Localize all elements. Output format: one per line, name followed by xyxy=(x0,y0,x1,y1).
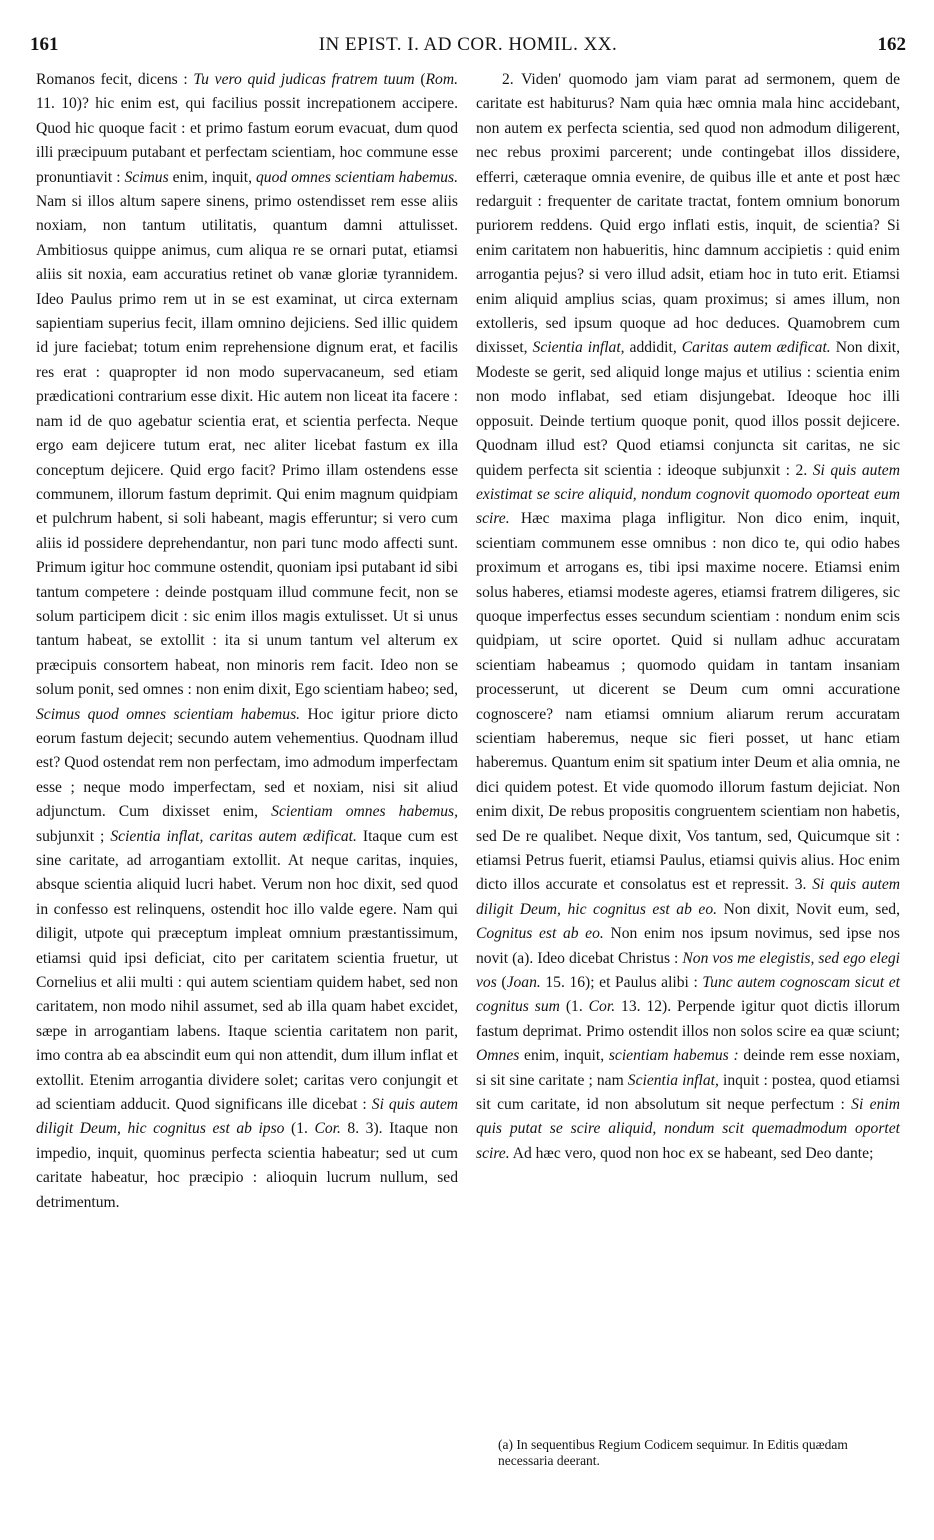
italic-text-segment: Non vos me elegistis, sed ego elegi vos xyxy=(476,949,900,992)
italic-text-segment: Omnes xyxy=(476,1047,520,1065)
text-segment: Ad hæc vero, quod non hoc ex se habeant, sed Deo dante; xyxy=(509,1144,874,1162)
text-segment: ( xyxy=(496,974,507,992)
text-segment: addidit, xyxy=(624,339,682,357)
italic-text-segment: Scientia inflat, xyxy=(532,339,625,357)
page-number-right: 162 xyxy=(877,34,906,55)
text-segment: Non enim nos ipsum novimus, sed ipse nos novit (a). Ideo dicebat Christus : xyxy=(476,925,900,967)
italic-text-segment: Scientia inflat, caritas autem ædificat. xyxy=(110,827,357,845)
italic-text-segment: Cognitus est ab eo. xyxy=(476,925,604,943)
right-column-text xyxy=(476,68,900,1166)
footnote: (a) In sequentibus Regium Codicem sequimur. In Editis quædam necessaria deerant. xyxy=(498,1437,848,1468)
text-segment: Non dixit, Modeste se gerit, sed aliquid longe majus et utilius : scientia enim non modo inflabat, sed etiam disjungebat. Ideoque hoc illi opposuit. Deinde tertium quoque ponit, quod illos possit dejicere. Quodnam illud est? Quod etiamsi conjuncta sit caritas, ne sic quidem perfecta sit scientia : ideoque subjunxit : 2. xyxy=(476,339,901,479)
text-segment: enim, inquit, xyxy=(168,168,256,186)
italic-text-segment: Scientia inflat, xyxy=(627,1071,719,1089)
text-segment: Hoc igitur priore dicto eorum fastum dejecit; secundo autem vehementius. Quodnam illud est? Quod ostendat rem non perfectam, imo admodum imperfectam esse ; neque modo imperfectam, sed et noxiam, nisi sit aliud adjunctum. Cum dixisset enim, xyxy=(36,705,458,821)
italic-text-segment: scientiam habemus : xyxy=(608,1047,739,1065)
text-segment: 8. 3). Itaque non impedio, inquit, quominus perfecta scientia habeatur; sed ut cum caritate habeatur, hoc præcipio : alioquin lucrum nullum, sed detrimentum. xyxy=(36,1120,459,1211)
italic-text-segment: Scientiam omnes habemus, xyxy=(271,803,458,821)
text-segment: 13. 12). Perpende igitur quot dictis illorum fastum deprimat. Primo ostendit illos non solos scire ea quæ sciunt; xyxy=(476,998,900,1040)
text-segment: Hæc maxima plaga infligitur. Non dico enim, inquit, scientiam communem esse omnibus : non dico te, qui odio habes proximum et arrogans es, tibi ipsi maxime nocere. Etiamsi enim solus haberes, etiamsi modeste ageres, etiamsi fratrem diligeres, sic quoque imperfectus esses secundum scientiam : nondum enim scis quidpiam, ut scire oportet. Quid si nullam adhuc accuratam scientiam habeamus ; quomodo quidam in tantam insaniam processerunt, ut dicerent se Deum cum omni accuratione cognoscere? nam etiamsi omnium aliarum rerum accuratam scientiam haberemus, neque sic fieri posset, ut hanc etiam haberemus. Quantum enim sit spatium inter Deum et alia omnia, ne dici quidem potest. Et vide quomodo illorum fastum dejiciat. Non enim dixit, De rebus propositis congruentem scientiam non habetis, sed De re qualibet. Neque dixit, Vos tantum, sed, Quicumque sit : etiamsi Petrus fuerit, etiamsi Paulus, etiamsi quivis alius. Hoc enim dicto illos accurate et consolatus est et repressit. 3. xyxy=(476,510,900,894)
left-column-text xyxy=(36,68,458,1215)
left-column xyxy=(36,68,458,1215)
italic-text-segment: Si quis autem diligit Deum, hic cognitus est ab eo. xyxy=(476,876,901,918)
italic-text-segment: Caritas autem ædificat. xyxy=(681,339,831,357)
text-segment: Itaque cum est sine caritate, ad arrogantiam extollit. At neque caritas, inquies, absque scientia aliquid lucri habet. Verum non hoc dixit, sed quod in confesso est relinquens, ostendit hoc illo valde egere. Nam qui diligit, utpote qui præceptum impleat omnium præstantissimum, etiamsi quid ipsi deficiat, cito per caritatem scientia fruetur, ut Cornelius et alii multi : qui autem scientiam quidem habet, sed non caritatem, non modo nihil assumet, sed ab illa quam habet excidet, sæpe in arrogantiam labens. Itaque scientia caritatem non parit, imo contra ab ea abscindit eum qui non attendit, dum illum inflat et extollit. Etenim arrogantia dividere solet; caritas vero conjungit et ad scientiam adducit. Quod significans ille dicebat : xyxy=(36,827,459,1114)
text-segment: enim, inquit, xyxy=(519,1047,609,1065)
italic-text-segment: Rom. xyxy=(425,71,458,88)
text-segment: ( xyxy=(414,71,426,88)
text-segment: Nam si illos altum sapere sinens, primo ostendisset rem esse aliis noxiam, non tantum utilitatis, quantum damni attulisset. Ambitiosus quippe animus, cum aliqua re se ornari putat, etiamsi aliis sit noxia, eam accuratius retinet ob vanæ gloriæ tyrannidem. Ideo Paulus primo rem ut in se est examinat, ut circa externam sapientiam superius fecit, illam omnino dejiciens. Sed illic quidem id jure faciebat; totum enim reprehensione dignum erat, et facilis res erat : quapropter id non modo supervacaneum, sed etiam prædicationi contrarium esse dixit. Hic autem non liceat ita facere : nam id de quo agebatur scientia erat, et scientia perfecta. Neque ergo eam dejicere tutum erat, nec aliter licebat fastum ex illa conceptum dejicere. Quid ergo facit? Primo illam ostendens esse communem, illorum fastum deprimit. Qui enim magnum quidpiam et pulchrum habent, si soli habeant, magis efferuntur; si vero cum aliis id possidere deprehendantur, non pari tunc modo affecti sunt. Primum igitur hoc commune ostendit, quoniam ipsi putabant id sibi tantum competere : deinde postquam illud commune fecit, non se solum participem dicit : sic enim illos magis extulisset. Ut si unus tantum habeat, se extollit : ita si unum tantum vel alterum ex præcipuis consortem habeat, non minoris rem facit. Ideo non se solum ponit, sed omnes : non enim dixit, Ego scientiam habeo; sed, xyxy=(36,193,458,699)
italic-text-segment: Tu vero quid judicas fratrem tuum xyxy=(193,71,415,88)
italic-text-segment: Si quis autem diligit Deum, hic cognitus est ab ipso xyxy=(36,1096,458,1138)
text-segment: Romanos fecit, dicens : xyxy=(36,71,194,88)
text-segment: (1. xyxy=(559,998,589,1016)
italic-text-segment: Scimus quod omnes scientiam habemus. xyxy=(36,705,301,723)
italic-text-segment: quod omnes scientiam habemus. xyxy=(255,168,459,186)
page-number-left: 161 xyxy=(30,34,59,55)
text-segment: deinde rem esse noxiam, si sit sine caritate ; nam xyxy=(476,1047,900,1089)
italic-text-segment: Scimus xyxy=(124,168,169,186)
italic-text-segment: Cor. xyxy=(588,998,616,1016)
italic-text-segment: Cor. xyxy=(314,1120,341,1138)
text-segment: (1. xyxy=(284,1120,315,1138)
italic-text-segment: Joan. xyxy=(506,974,541,992)
italic-text-segment: Tunc autem cognoscam sicut et cognitus sum xyxy=(476,974,900,1016)
text-segment: Non dixit, Novit eum, sed, xyxy=(717,900,900,918)
italic-text-segment: Si quis autem existimat se scire aliquid, nondum cognovit quomodo oporteat eum scire. xyxy=(476,461,900,528)
text-segment: 15. 16); et Paulus alibi : xyxy=(540,974,703,992)
page-header xyxy=(30,34,906,60)
text-segment: subjunxit ; xyxy=(36,827,111,845)
italic-text-segment: Si enim quis putat se scire aliquid, nondum scit quemadmodum oportet scire. xyxy=(476,1096,900,1162)
text-segment: 2. Viden' quomodo jam viam parat ad sermonem, quem de caritate est habiturus? Nam quia hæc omnia mala hinc accidebant, non autem ex perfecta scientia, sed quod non admodum diligerent, nec rebus proximi parcerent; unde contingebat illos dissidere, efferri, cæteraque omnia evenire, de quibus ille et ante et post hæc redarguit : frequenter de caritate tractat, fontem omnium bonorum puriorem reddens. Quid ergo inflati estis, inquit, de scientia? Si enim caritatem non habueritis, hinc damnum accipietis : quid enim arrogantia pejus? si vero illud adsit, etiam hoc in tuto erit. Etiamsi enim aliquid amplius scias, quam proximus; si ames illum, non extolleris, sed ipsum quoque ad hoc deduces. Quamobrem cum dixisset, xyxy=(476,71,900,357)
text-segment: 11. 10)? hic enim est, qui facilius possit increpationem accipere. Quod hic quoque facit : et primo fastum eorum evacuat, dum quod illi præcipuum putabant et perfectam scientiam, hoc commune esse pronuntiavit : xyxy=(36,95,458,186)
text-segment: inquit : postea, quod etiamsi sit cum caritate, id non absolutum sit neque perfectum : xyxy=(476,1071,900,1114)
running-head: IN EPIST. I. AD COR. HOMIL. XX. xyxy=(318,34,618,55)
right-column xyxy=(476,68,900,1166)
